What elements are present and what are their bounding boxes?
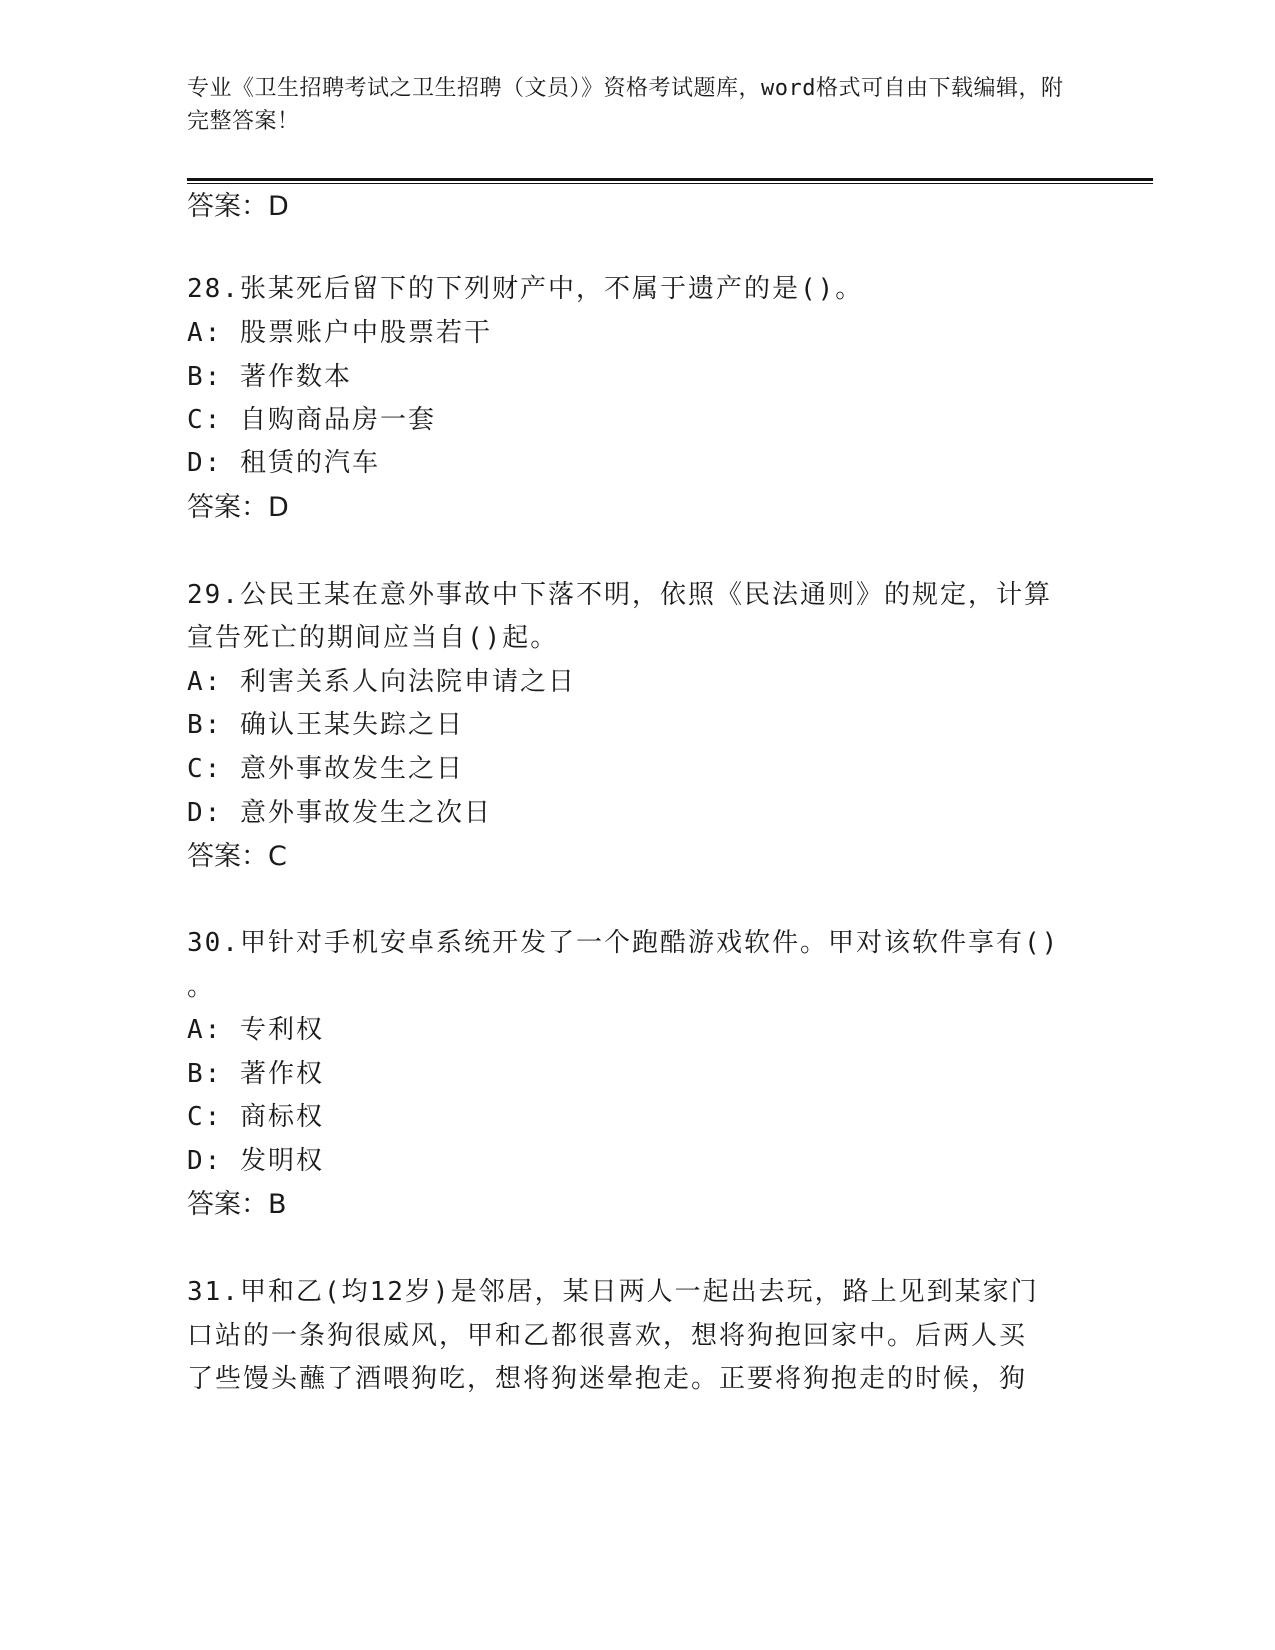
question-28-option-a: A: 股票账户中股票若干 — [187, 318, 492, 348]
question-29-option-a: A: 利害关系人向法院申请之日 — [187, 667, 576, 697]
question-29-option-d: D: 意外事故发生之次日 — [187, 798, 492, 828]
question-31-stem: 31.甲和乙(均12岁)是邻居，某日两人一起出去玩，路上见到某家门 — [187, 1277, 1039, 1307]
answer-line: 答案：D — [187, 191, 289, 222]
question-30-stem-cont: 。 — [187, 972, 216, 1002]
question-30-option-a: A: 专利权 — [187, 1015, 324, 1045]
question-30-answer: 答案：B — [187, 1189, 287, 1220]
document-header: 专业《卫生招聘考试之卫生招聘（文员）》资格考试题库，word格式可自由下载编辑，附完整答案！ — [187, 76, 1064, 134]
question-31-stem-cont-2: 了些馒头蘸了酒喂狗吃，想将狗迷晕抱走。正要将狗抱走的时候，狗 — [187, 1364, 1028, 1394]
question-28-option-c: C: 自购商品房一套 — [187, 405, 436, 435]
question-28-stem: 28.张某死后留下的下列财产中，不属于遗产的是()。 — [187, 274, 864, 304]
question-29-option-b: B: 确认王某失踪之日 — [187, 710, 464, 740]
question-29-stem: 29.公民王某在意外事故中下落不明，依照《民法通则》的规定，计算 — [187, 580, 1052, 610]
question-28-option-b: B: 著作数本 — [187, 362, 352, 392]
header-divider — [187, 178, 1153, 181]
question-30-option-d: D: 发明权 — [187, 1146, 324, 1176]
question-29-stem-cont: 宣告死亡的期间应当自()起。 — [187, 623, 559, 653]
question-29-option-c: C: 意外事故发生之日 — [187, 754, 464, 784]
question-31-stem-cont-1: 口站的一条狗很威风，甲和乙都很喜欢，想将狗抱回家中。后两人买 — [187, 1321, 1028, 1351]
question-28-answer: 答案：D — [187, 492, 289, 523]
question-30-option-b: B: 著作权 — [187, 1059, 324, 1089]
question-28-option-d: D: 租赁的汽车 — [187, 448, 380, 478]
question-30-option-c: C: 商标权 — [187, 1102, 324, 1132]
header-divider-thin — [187, 183, 1153, 184]
question-29-answer: 答案：C — [187, 841, 287, 872]
question-30-stem: 30.甲针对手机安卓系统开发了一个跑酷游戏软件。甲对该软件享有() — [187, 928, 1060, 958]
